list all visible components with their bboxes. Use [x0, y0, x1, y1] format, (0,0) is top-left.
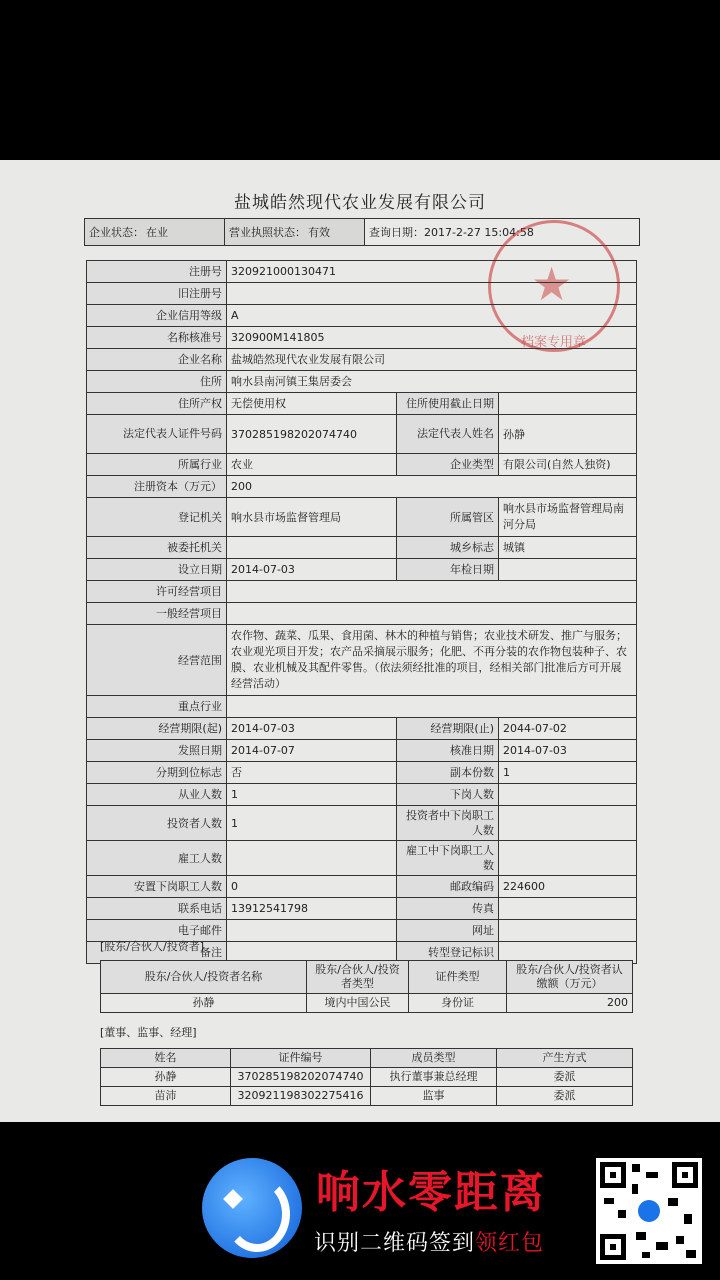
- table-row: 安置下岗职工人数 0 邮政编码 224600: [87, 876, 637, 898]
- table-row: 注册号 320921000130471: [87, 261, 637, 283]
- brand-name: 响水零距离: [316, 1167, 546, 1218]
- table-row: 法定代表人证件号码 370285198202074740 法定代表人姓名 孙静: [87, 415, 637, 454]
- table-row: 孙静 境内中国公民 身份证 200: [101, 994, 633, 1013]
- table-header-row: 股东/合伙人/投资者名称 股东/合伙人/投资者类型 证件类型 股东/合伙人/投资者认缴额（万元）: [101, 961, 633, 994]
- table-row: 住所产权 无偿使用权 住所使用截止日期: [87, 393, 637, 415]
- table-row: 所属行业 农业 企业类型 有限公司(自然人独资): [87, 454, 637, 476]
- stamp-text: 档案专用章: [521, 335, 587, 350]
- promo-slogan: 识别二维码签到领红包: [314, 1231, 545, 1256]
- table-row: 注册资本（万元） 200: [87, 476, 637, 498]
- table-row: 经营范围 农作物、蔬菜、瓜果、食用菌、林木的种植与销售；农业技术研发、推广与服务；农业观光项目开发；农产品采摘展示服务；化肥、不再分装的农作物包装种子、农膜、农业机械及其配件零售。（依法须经批准的项目，经相关部门批准后方可开展经营活动）: [87, 625, 637, 696]
- table-row: 企业名称 盐城皓然现代农业发展有限公司: [87, 349, 637, 371]
- table-row: 分期到位标志 否 副本份数 1: [87, 762, 637, 784]
- table-row: 旧注册号: [87, 283, 637, 305]
- shareholders-section-title: [股东/合伙人/投资者]: [100, 940, 204, 953]
- table-row: 发照日期 2014-07-07 核准日期 2014-07-03: [87, 740, 637, 762]
- document-title: 盐城皓然现代农业发展有限公司: [234, 193, 486, 213]
- table-row: 投资者人数 1 投资者中下岗职工人数: [87, 806, 637, 841]
- license-status: 营业执照状态： 有效: [225, 219, 365, 245]
- table-row: 登记机关 响水县市场监督管理局 所属管区 响水县市场监督管理局南河分局: [87, 498, 637, 537]
- table-row: 许可经营项目: [87, 581, 637, 603]
- query-date: 查询日期： 2017-2-27 15:04:58: [369, 225, 534, 239]
- table-row: 苗沛 320921198302275416 监事 委派: [101, 1087, 633, 1106]
- table-row: 名称核准号 320900M141805: [87, 327, 637, 349]
- table-row: 设立日期 2014-07-03 年检日期: [87, 559, 637, 581]
- table-row: 孙静 370285198202074740 执行董事兼总经理 委派: [101, 1068, 633, 1087]
- table-row: 备注 转型登记标识: [87, 942, 637, 964]
- shareholders-table: [100, 960, 633, 1013]
- stamp-star-icon: ★: [531, 257, 573, 311]
- brand-logo-icon: [202, 1158, 302, 1258]
- table-header-row: 姓名 证件编号 成员类型 产生方式: [101, 1049, 633, 1068]
- table-row: 经营期限(起) 2014-07-03 经营期限(止) 2044-07-02: [87, 718, 637, 740]
- promo-footer: [0, 1122, 720, 1280]
- table-row: 一般经营项目: [87, 603, 637, 625]
- directors-section-title: [董事、监事、经理]: [100, 1026, 197, 1039]
- table-row: 电子邮件 网址: [87, 920, 637, 942]
- registration-table: [86, 260, 637, 964]
- table-row: 联系电话 13912541798 传真: [87, 898, 637, 920]
- document-photo: [0, 160, 720, 1122]
- table-row: 重点行业: [87, 696, 637, 718]
- table-row: 被委托机关 城乡标志 城镇: [87, 537, 637, 559]
- table-row: 从业人数 1 下岗人数: [87, 784, 637, 806]
- directors-table: [100, 1048, 633, 1106]
- qr-code-icon[interactable]: [596, 1158, 702, 1264]
- enterprise-status: 企业状态： 在业: [85, 219, 225, 245]
- table-row: 企业信用等级 A: [87, 305, 637, 327]
- table-row: 雇工人数 雇工中下岗职工人数: [87, 841, 637, 876]
- table-row: 住所 响水县南河镇王集居委会: [87, 371, 637, 393]
